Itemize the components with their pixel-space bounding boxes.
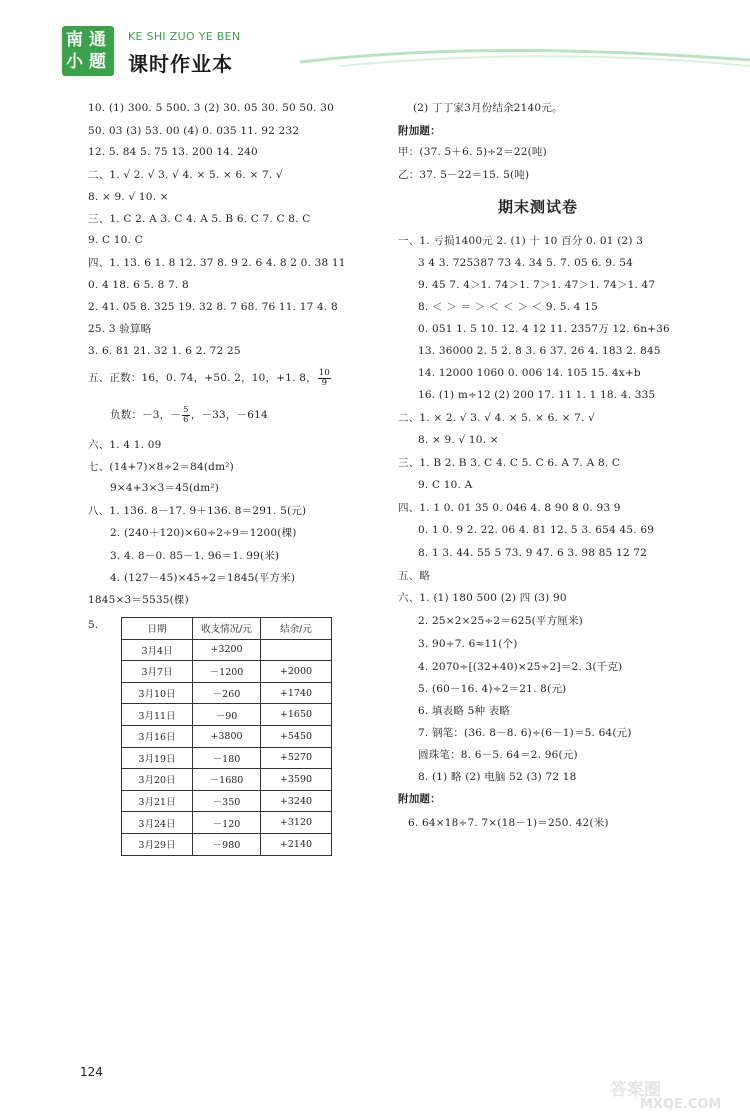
answer-line: 6. 填表略 5种 表略 bbox=[418, 705, 511, 717]
answer-line: 3. 6. 81 21. 32 1. 6 2. 72 25 bbox=[88, 345, 241, 357]
table-cell: +3240 bbox=[261, 790, 332, 812]
answer-line: 3 4 3. 725387 73 4. 34 5. 7. 05 6. 9. 54 bbox=[418, 257, 634, 269]
logo-char-4: 题 bbox=[89, 52, 106, 72]
answer-line: 13. 36000 2. 5 2. 8 3. 6 37. 26 4. 183 2. 845 bbox=[418, 345, 661, 357]
table-cell: +1650 bbox=[261, 704, 332, 726]
answer-line: 一、1. 亏损1400元 2. (1) 十 10 百分 0. 01 (2) 3 bbox=[398, 235, 644, 247]
answer-line: 六、1. 4 1. 09 bbox=[88, 439, 162, 451]
column-header: 收支情况/元 bbox=[193, 618, 261, 640]
answer-line: 5. (60－16. 4)÷2＝21. 8(元) bbox=[418, 683, 567, 695]
table-cell: －1680 bbox=[193, 769, 261, 791]
watermark-logo: 答案圈 bbox=[610, 1080, 661, 1100]
table-cell: +1740 bbox=[261, 682, 332, 704]
answer-line: 9. 45 7. 4＞1. 74＞1. 7＞1. 47＞1. 74＞1. 47 bbox=[418, 279, 656, 291]
answer-line: 12. 5. 84 5. 75 13. 200 14. 240 bbox=[88, 146, 258, 158]
table-cell: －980 bbox=[193, 833, 261, 855]
answer-line: 三、1. C 2. A 3. C 4. A 5. B 6. C 7. C 8. C bbox=[88, 213, 311, 225]
answer-line: 16. (1) m÷12 (2) 200 17. 11 1. 1 18. 4. 335 bbox=[418, 389, 656, 401]
table-cell: +3800 bbox=[193, 725, 261, 747]
header-swoosh-decoration bbox=[300, 40, 750, 80]
table-row bbox=[122, 704, 332, 726]
column-header: 日期 bbox=[122, 618, 193, 640]
text: 50. 2，10，+1. 8， bbox=[213, 372, 317, 384]
balance-table bbox=[121, 617, 332, 856]
answer-line-positive-numbers bbox=[88, 368, 332, 388]
answer-line: 50. 03 (3) 53. 00 (4) 0. 035 11. 92 232 bbox=[88, 125, 300, 137]
logo-char-2: 通 bbox=[89, 30, 106, 50]
table-cell: +2000 bbox=[261, 661, 332, 683]
answer-line: 9×4+3×3＝45(dm²) bbox=[110, 482, 220, 494]
answer-line: 五、略 bbox=[398, 570, 431, 582]
section-title: 期末测试卷 bbox=[498, 198, 579, 216]
table-cell: 3月29日 bbox=[122, 833, 193, 855]
answer-line: 8. (1) 略 (2) 电脑 52 (3) 72 18 bbox=[418, 771, 577, 783]
answer-line: 乙：37. 5－22＝15. 5(吨) bbox=[398, 169, 530, 181]
denominator: 9 bbox=[321, 377, 328, 388]
answer-line: 0. 1 0. 9 2. 22. 06 4. 81 12. 5 3. 654 45. 69 bbox=[418, 524, 655, 536]
answer-line: 8. × 9. √ 10. × bbox=[418, 434, 499, 446]
answer-line: 10. (1) 300. 5 500. 3 (2) 30. 05 30. 50 50. 30 bbox=[88, 102, 334, 114]
table-row bbox=[122, 682, 332, 704]
table-cell: 3月16日 bbox=[122, 725, 193, 747]
table-row bbox=[122, 769, 332, 791]
brand-logo bbox=[62, 26, 114, 76]
table-cell: +2140 bbox=[261, 833, 332, 855]
answer-line: 圆珠笔：8. 6－5. 64＝2. 96(元) bbox=[418, 749, 578, 761]
logo-char-3: 小 bbox=[66, 52, 83, 72]
table-row bbox=[122, 747, 332, 769]
answer-line: 8. ＜ ＞ ＝ ＞ ＜ ＜ ＞ ＜ 9. 5. 4 15 bbox=[418, 301, 598, 313]
table-cell: 3月21日 bbox=[122, 790, 193, 812]
answer-line: 4. 2070÷[(32+40)×25÷2]＝2. 3(千克) bbox=[418, 661, 623, 673]
table-row bbox=[122, 833, 332, 855]
answer-line: 四、1. 1 0. 01 35 0. 046 4. 8 90 8 0. 93 9 bbox=[398, 502, 621, 514]
table-cell: －180 bbox=[193, 747, 261, 769]
table-cell: 3月10日 bbox=[122, 682, 193, 704]
answer-line: 2. (240＋120)×60÷2÷9＝1200(棵) bbox=[110, 527, 297, 539]
answer-line: 0. 4 18. 6 5. 8 7. 8 bbox=[88, 279, 189, 291]
answer-line: 25. 3 验算略 bbox=[88, 323, 152, 335]
logo-char-1: 南 bbox=[66, 30, 83, 50]
table-cell bbox=[261, 639, 332, 661]
table-cell: 3月4日 bbox=[122, 639, 193, 661]
answer-line: 二、1. √ 2. √ 3. √ 4. × 5. × 6. × 7. √ bbox=[88, 169, 283, 181]
answer-line: 9. C 10. A bbox=[418, 479, 473, 491]
table-cell: 3月20日 bbox=[122, 769, 193, 791]
answer-line: 2. 41. 05 8. 325 19. 32 8. 7 68. 76 11. 17 4. 8 bbox=[88, 301, 338, 313]
table-cell: +5270 bbox=[261, 747, 332, 769]
answer-line: 1845×3＝5535(棵) bbox=[88, 594, 189, 606]
answer-line: 7. 钢笔：(36. 8－8. 6)÷(6－1)＝5. 64(元) bbox=[418, 727, 632, 739]
table-row bbox=[122, 661, 332, 683]
page-number: 124 bbox=[80, 1065, 103, 1079]
answer-line: 8. 1 3. 44. 55 5 73. 9 47. 6 3. 98 85 12 72 bbox=[418, 547, 648, 559]
answer-line: 三、1. B 2. B 3. C 4. C 5. C 6. A 7. A 8. C bbox=[398, 457, 621, 469]
numerator: 5 bbox=[183, 404, 189, 415]
answer-line: 六、1. (1) 180 500 (2) 四 (3) 90 bbox=[398, 592, 567, 604]
text: ，－33，－614 bbox=[190, 409, 268, 421]
table-cell: +5450 bbox=[261, 725, 332, 747]
table-cell: －120 bbox=[193, 812, 261, 834]
denominator: 6 bbox=[183, 414, 189, 425]
answer-line: 四、1. 13. 6 1. 8 12. 37 8. 9 2. 6 4. 8 2 0. 38 11 bbox=[88, 257, 346, 269]
table-header-row bbox=[122, 618, 332, 640]
table-cell: +3590 bbox=[261, 769, 332, 791]
table-cell: －260 bbox=[193, 682, 261, 704]
page-title: 课时作业本 bbox=[128, 52, 233, 76]
table-cell: －1200 bbox=[193, 661, 261, 683]
answer-line: 2. 25×2×25÷2＝625(平方厘米) bbox=[418, 615, 583, 627]
table-cell: 3月11日 bbox=[122, 704, 193, 726]
answer-line: 0. 051 1. 5 10. 12. 4 12 11. 2357万 12. 6n+36 bbox=[418, 323, 670, 335]
table-cell: 3月24日 bbox=[122, 812, 193, 834]
section-label-extra: 附加题： bbox=[398, 793, 441, 805]
table-cell: －90 bbox=[193, 704, 261, 726]
answer-line: 5. bbox=[88, 619, 99, 631]
answer-line: 3. 90÷7. 6≈11(个) bbox=[418, 638, 518, 650]
answer-line: 8. × 9. √ 10. × bbox=[88, 191, 169, 203]
table-row bbox=[122, 639, 332, 661]
table-cell: 3月7日 bbox=[122, 661, 193, 683]
text: 负数：－3，－ bbox=[110, 409, 182, 421]
answer-line: 3. 4. 8－0. 85－1. 96＝1. 99(米) bbox=[110, 550, 280, 562]
answer-line-negative-numbers bbox=[110, 405, 268, 425]
table-row bbox=[122, 790, 332, 812]
table-cell: 3月19日 bbox=[122, 747, 193, 769]
answer-line: 八、1. 136. 8－17. 9＋136. 8＝291. 5(元) bbox=[88, 505, 307, 517]
fraction bbox=[318, 369, 331, 388]
table-cell: +3120 bbox=[261, 812, 332, 834]
answer-line: 6. 64×18÷7. 7×(18－1)＝250. 42(米) bbox=[408, 817, 609, 829]
fraction bbox=[182, 406, 190, 425]
table-row bbox=[122, 812, 332, 834]
answer-line: 9. C 10. C bbox=[88, 234, 143, 246]
answer-line: 4. (127－45)×45÷2＝1845(平方米) bbox=[110, 572, 296, 584]
numerator: 10 bbox=[318, 367, 331, 378]
watermark-url: MXQE.COM bbox=[640, 1097, 722, 1112]
answer-line: 二、1. × 2. √ 3. √ 4. × 5. × 6. × 7. √ bbox=[398, 412, 595, 424]
answer-line: 甲：(37. 5＋6. 5)÷2＝22(吨) bbox=[398, 146, 547, 158]
column-header: 结余/元 bbox=[261, 618, 332, 640]
answer-line: 七、(14+7)×8÷2＝84(dm²) bbox=[88, 461, 234, 473]
table-cell: +3200 bbox=[193, 639, 261, 661]
text: 五、正数：16，0. 74，+ bbox=[88, 372, 214, 384]
answer-line: (2) 丁丁家3月份结余2140元。 bbox=[413, 102, 563, 114]
table-row bbox=[122, 725, 332, 747]
answer-line: 14. 12000 1060 0. 006 14. 105 15. 4x+b bbox=[418, 367, 641, 379]
table-cell: －350 bbox=[193, 790, 261, 812]
header-pinyin: KE SHI ZUO YE BEN bbox=[128, 30, 241, 43]
section-label-extra: 附加题： bbox=[398, 125, 441, 137]
